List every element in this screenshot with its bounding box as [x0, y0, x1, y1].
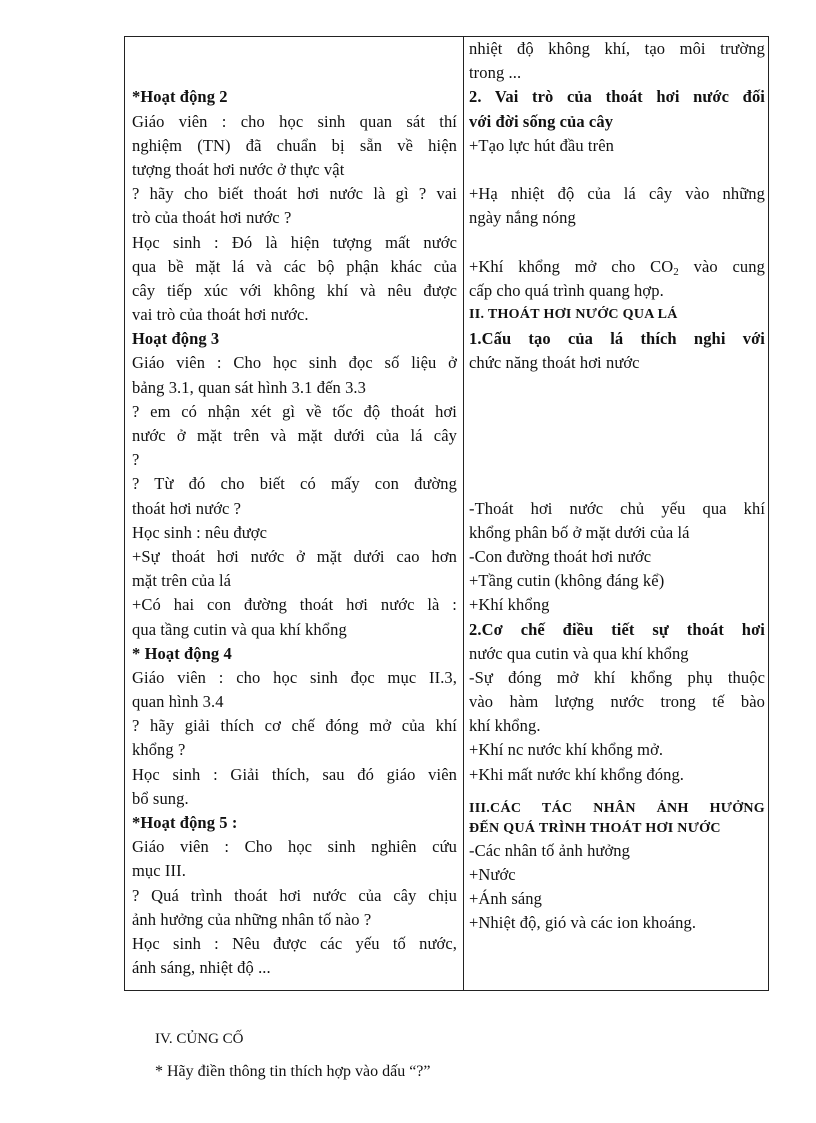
content-line: +Khí khổng mở cho $CO_2$ vào cung — [469, 256, 765, 278]
content-line: +Hạ nhiệt độ của lá cây vào những — [469, 184, 765, 204]
activity-heading: * Hoạt động 4 — [132, 643, 232, 663]
activity-line: Học sinh : Giải thích, sau đó giáo viên — [132, 764, 457, 784]
activity-line: bảng 3.1, quan sát hình 3.1 đến 3.3 — [132, 377, 367, 397]
activity-heading: *Hoạt động 2 — [132, 87, 228, 107]
activity-line: qua bề mặt lá và các bộ phận khác của — [132, 256, 457, 276]
lesson-content-column — [469, 37, 765, 936]
activity-line: +Sự thoát hơi nước ở mặt dưới cao hơn — [132, 546, 457, 566]
content-line: nước qua cutin và qua khí khổng — [469, 643, 689, 663]
activity-line: tượng thoát hơi nước ở thực vật — [132, 159, 345, 179]
content-line: +Nước — [469, 865, 516, 885]
activity-line: quan hình 3.4 — [132, 692, 224, 712]
activity-line: thoát hơi nước ? — [132, 498, 242, 518]
content-line: ngày nắng nóng — [469, 208, 576, 228]
activity-line — [132, 61, 457, 85]
activity-line: ? — [132, 450, 140, 470]
activity-line: ? hãy cho biết thoát hơi nước là gì ? vai — [132, 184, 457, 204]
activity-line: bổ sung. — [132, 788, 189, 808]
section-heading: 2. Vai trò của thoát hơi nước đối — [469, 87, 765, 107]
content-line: -Con đường thoát hơi nước — [469, 546, 652, 566]
activity-line: Giáo viên : Cho học sinh nghiên cứu — [132, 837, 457, 857]
content-line: -Thoát hơi nước chủ yếu qua khí — [469, 498, 765, 518]
activity-heading: Hoạt động 3 — [132, 329, 220, 349]
content-line: +Tạo lực hút đầu trên — [469, 135, 614, 155]
activity-line: ? hãy giải thích cơ chế đóng mở của khí — [132, 716, 457, 736]
activity-line: Giáo viên : cho học sinh đọc mục II.3, — [132, 667, 457, 687]
content-line: chức năng thoát hơi nước — [469, 353, 640, 373]
activity-line: ảnh hưởng của những nhân tố nào ? — [132, 909, 372, 929]
content-line: trong ... — [469, 63, 522, 83]
activity-line: Học sinh : nêu được — [132, 522, 268, 542]
exercise-instruction: * Hãy điền thông tin thích hợp vào dấu “?” — [155, 1063, 431, 1080]
activity-line: khổng ? — [132, 740, 186, 760]
teacher-student-activities-column — [132, 37, 457, 980]
content-line: cấp cho quá trình quang hợp. — [469, 280, 664, 300]
section-heading: với đời sống của cây — [469, 111, 614, 131]
activity-heading: *Hoạt động 5 : — [132, 813, 238, 832]
activity-line: ánh sáng, nhiệt độ ... — [132, 958, 271, 978]
section-heading-consolidation: IV. CỦNG CỐ — [155, 1031, 244, 1047]
activity-line: Học sinh : Nêu được các yếu tố nước, — [132, 933, 457, 953]
content-line: +Khí nc nước khí khổng mở. — [469, 740, 664, 760]
activity-line: ? Từ đó cho biết có mấy con đường — [132, 474, 457, 494]
activity-line — [132, 37, 457, 61]
content-line: +Nhiệt độ, gió và các ion khoáng. — [469, 913, 697, 933]
activity-line: Học sinh : Đó là hiện tượng mất nước — [132, 232, 457, 252]
content-line: -Sự đóng mở khí khổng phụ thuộc — [469, 667, 765, 687]
activity-line: cây tiếp xúc với không khí và nêu được — [132, 280, 457, 300]
section-heading: II. THOÁT HƠI NƯỚC QUA LÁ — [469, 307, 678, 323]
content-line: -Các nhân tố ảnh hưởng — [469, 840, 630, 860]
activity-line: trò của thoát hơi nước ? — [132, 208, 292, 228]
activity-line: nghiệm (TN) đã chuẩn bị sẵn về hiện — [132, 135, 457, 155]
section-heading: 1.Cấu tạo của lá thích nghi với — [469, 329, 765, 349]
activity-line: mặt trên của lá — [132, 571, 232, 591]
content-line: +Khí khổng — [469, 595, 550, 615]
content-line: khí khổng. — [469, 716, 541, 736]
activity-line: Giáo viên : Cho học sinh đọc số liệu ở — [132, 353, 457, 373]
activity-line: vai trò của thoát hơi nước. — [132, 305, 309, 325]
content-line: khổng phân bố ở mặt dưới của lá — [469, 522, 690, 542]
activity-line: +Có hai con đường thoát hơi nước là : — [132, 595, 457, 615]
content-line: vào hàm lượng nước trong tế bào — [469, 692, 765, 712]
content-line: nhiệt độ không khí, tạo môi trường — [469, 39, 765, 58]
content-line: +Ánh sáng — [469, 889, 542, 909]
activity-line: ? Quá trình thoát hơi nước của cây chịu — [132, 885, 457, 905]
activity-line: mục III. — [132, 861, 186, 881]
activity-line: ? em có nhận xét gì về tốc độ thoát hơi — [132, 401, 457, 421]
section-heading: 2.Cơ chế điều tiết sự thoát hơi — [469, 619, 765, 639]
content-line: +Khi mất nước khí khổng đóng. — [469, 764, 685, 784]
activity-line: qua tầng cutin và qua khí khổng — [132, 619, 347, 639]
section-heading: III.CÁC TÁC NHÂN ẢNH HƯỞNG — [469, 800, 765, 816]
activity-line: Giáo viên : cho học sinh quan sát thí — [132, 111, 457, 131]
content-line: +Tầng cutin (không đáng kể) — [469, 571, 665, 591]
activity-line: nước ở mặt trên và mặt dưới của lá cây — [132, 426, 457, 445]
lesson-table — [124, 36, 769, 991]
section-heading: ĐẾN QUÁ TRÌNH THOÁT HƠI NƯỚC — [469, 820, 721, 836]
